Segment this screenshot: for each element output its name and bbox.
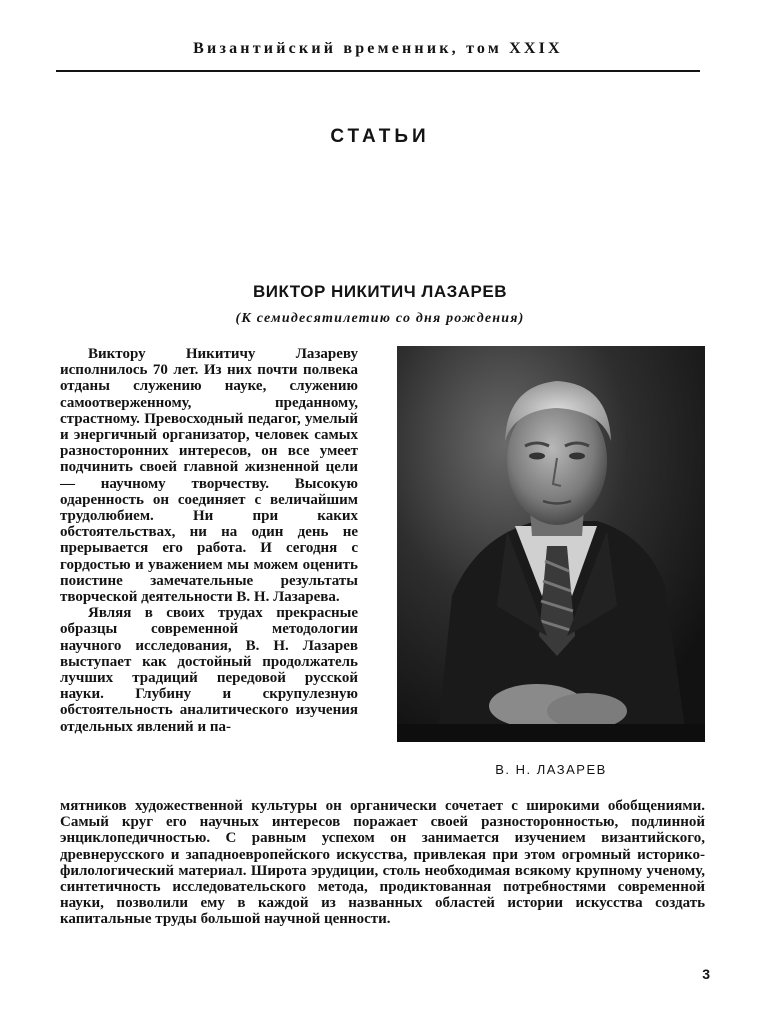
paragraph: Являя в своих трудах прекрасные образцы современной методологии научного исследования, В. Н. Лазарев выступает как достойный продолжатель лучших традиций передовой русской науки. Глубину и скрупулезную обстоятельность аналитического изучения отдельных явлений и па- xyxy=(60,605,358,735)
running-header: Византийский временник, том XXIX xyxy=(193,40,563,57)
page-number: 3 xyxy=(702,966,710,982)
portrait-photo xyxy=(397,346,705,742)
portrait-illustration xyxy=(397,346,705,742)
paragraph-continuation: мятников художественной культуры он органически сочетает с широкими обобщениями. Самый круг его научных интересов поражает своей разносторонностью, подлинной энциклопедичностью. С равным успехом он занимается изучением византийского, древнерусского и западноевропейского искусства, привлекая при этом огромный историко-филологический материал. Широта эрудиции, столь необходимая всякому крупному ученому, синтетичность исследовательского метода, продиктованная потребностями современной науки, позволили ему в каждой из названных областей истории искусства создать капитальные труды большой научной ценности. xyxy=(60,798,705,928)
header-rule xyxy=(56,70,700,72)
photo-caption: В. Н. ЛАЗАРЕВ xyxy=(495,762,607,777)
section-title: СТАТЬИ xyxy=(330,126,430,147)
article-title: ВИКТОР НИКИТИЧ ЛАЗАРЕВ xyxy=(253,282,507,301)
column-text xyxy=(60,346,358,735)
article-subtitle: (К семидесятилетию со дня рождения) xyxy=(235,311,525,326)
paragraph: Виктору Никитичу Лазареву исполнилось 70 лет. Из них почти полвека отданы служению науке, служению самоотверженному, преданному, страстному. Превосходный педагог, умелый и энергичный организатор, человек самых разносторонних интересов, он все умеет подчинить своей главной жизненной цели — научному творчеству. Высокую одаренность он соединяет с величайшим трудолюбием. Ни при каких обстоятельствах, ни на один день не прерывается его работа. И сегодня с гордостью и уважением мы можем оценить поистине замечательные результаты творческой деятельности В. Н. Лазарева. xyxy=(60,346,358,606)
full-width-text xyxy=(60,798,705,928)
